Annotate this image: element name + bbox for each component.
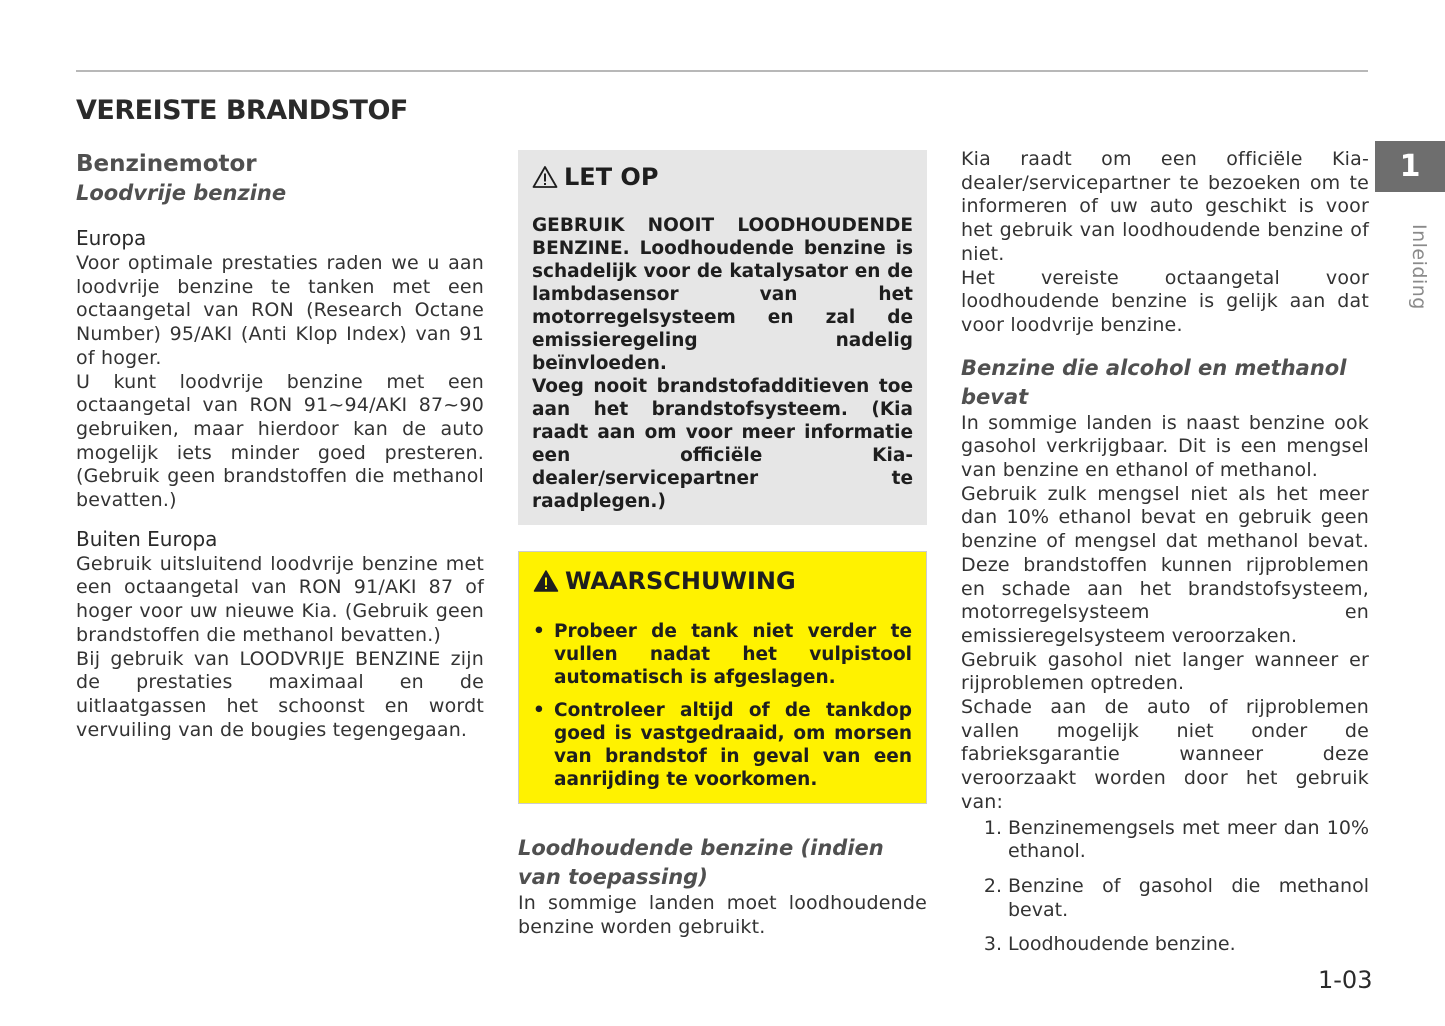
warranty-paragraph: Schade aan de auto of rijproblemen vallen mogelijk niet onder de fabrieksgarantie wanneer deze veroorzaakt worden door het gebruik van:	[961, 696, 1369, 813]
chapter-tab[interactable]: 1	[1375, 141, 1445, 192]
list-item: 3. Loodhoudende benzine.	[983, 933, 1236, 956]
dealer-paragraph: Kia raadt om een officiële Kia-dealer/servicepartner te bezoeken om te informeren of uw auto geschikt is voor het gebruik van loodhoudende benzine of niet.	[961, 148, 1369, 265]
warning-filled-triangle-icon	[533, 569, 559, 593]
caution-outline-triangle-icon	[532, 165, 558, 189]
europe-heading: Europa	[76, 226, 147, 250]
damage-causes-list	[961, 817, 1369, 958]
caution-title: LET OP	[564, 163, 659, 191]
ethanol-paragraph: Gebruik zulk mengsel niet als het meer dan 10% ethanol bevat en gebruik geen benzine of mengsel dat methanol bevat. Deze brandstoffen kunnen rijproblemen en schade aan het brandstofsysteem, motorregelsysteem en emissieregelsysteem veroorzaken.	[961, 482, 1369, 647]
page-title: VEREISTE BRANDSTOF	[76, 95, 408, 126]
column-left	[76, 150, 484, 742]
column-right	[961, 148, 1369, 968]
octane-paragraph: Het vereiste octaangetal voor loodhoudende benzine is gelijk aan dat voor loodvrije benzine.	[961, 266, 1369, 336]
warning-item: • Probeer de tank niet verder te vullen nadat het vulpistool automatisch is afgeslagen.	[533, 621, 912, 688]
page-number: 1-03	[1318, 966, 1373, 994]
leaded-fuel-text: In sommige landen moet loodhoudende benzine worden gebruikt.	[518, 892, 927, 938]
caution-paragraph-2: Voeg nooit brandstofadditieven toe aan het brandstofsysteem. (Kia raadt aan om voor meer informatie een officiële Kia-dealer/servicepartner te raadplegen.)	[532, 376, 913, 512]
list-item: 1. Benzinemengsels met meer dan 10% ethanol.	[983, 816, 1369, 863]
driving-problems-paragraph: Gebruik gasohol niet langer wanneer er rijproblemen optreden.	[961, 648, 1369, 695]
caution-header	[532, 160, 913, 194]
warning-box	[518, 551, 927, 804]
warning-header	[533, 564, 912, 598]
europe-paragraph-2: U kunt loodvrije benzine met een octaangetal van RON 91~94/AKI 87~90 gebruiken, maar hierdoor kan de auto mogelijk iets minder goed presteren. (Gebruik geen brandstoffen die methanol bevatten.)	[76, 370, 484, 512]
warning-list	[533, 620, 912, 791]
chapter-label: Inleiding	[1408, 224, 1430, 310]
section-title: Benzinemotor	[76, 151, 257, 177]
outside-europe-paragraph-2: Bij gebruik van LOODVRIJE BENZINE zijn de prestaties maximaal en de uitlaatgassen het schoonst en wordt vervuiling van de bougies tegengegaan.	[76, 647, 484, 741]
caution-box	[518, 150, 927, 525]
warning-title: WAARSCHUWING	[565, 567, 796, 595]
list-item: 2. Benzine of gasohol die methanol bevat.	[983, 874, 1369, 921]
leaded-fuel-title: Loodhoudende benzine (indien van toepassing)	[518, 836, 884, 889]
outside-europe-paragraph-1: Gebruik uitsluitend loodvrije benzine met een octaangetal van RON 91/AKI 87 of hoger voor uw nieuwe Kia. (Gebruik geen brandstoffen die methanol bevatten.)	[76, 552, 484, 646]
gasohol-paragraph: In sommige landen is naast benzine ook gasohol verkrijgbaar. Dit is een mengsel van benzine en ethanol of methanol.	[961, 411, 1369, 482]
header-rule	[76, 70, 1368, 72]
caution-paragraph-1: GEBRUIK NOOIT LOODHOUDENDE BENZINE. Loodhoudende benzine is schadelijk voor de katalysator en de lambdasensor van het motorregelsysteem en zal de emissieregeling nadelig beïnvloeden.	[532, 215, 913, 374]
outside-europe-heading: Buiten Europa	[76, 526, 218, 551]
subsection-title: Loodvrije benzine	[76, 181, 287, 205]
europe-paragraph-1: Voor optimale prestaties raden we u aan loodvrije benzine te tanken met een octaangetal van RON (Research Octane Number) 95/AKI (Anti Klop Index) van 91 of hoger.	[76, 252, 484, 369]
column-middle	[518, 150, 927, 939]
alcohol-methanol-title: Benzine die alcohol en methanol bevat	[961, 355, 1347, 409]
warning-item: • Controleer altijd of de tankdop goed is vastgedraaid, om morsen van brandstof in geval van een aanrijding te voorkomen.	[533, 700, 912, 790]
